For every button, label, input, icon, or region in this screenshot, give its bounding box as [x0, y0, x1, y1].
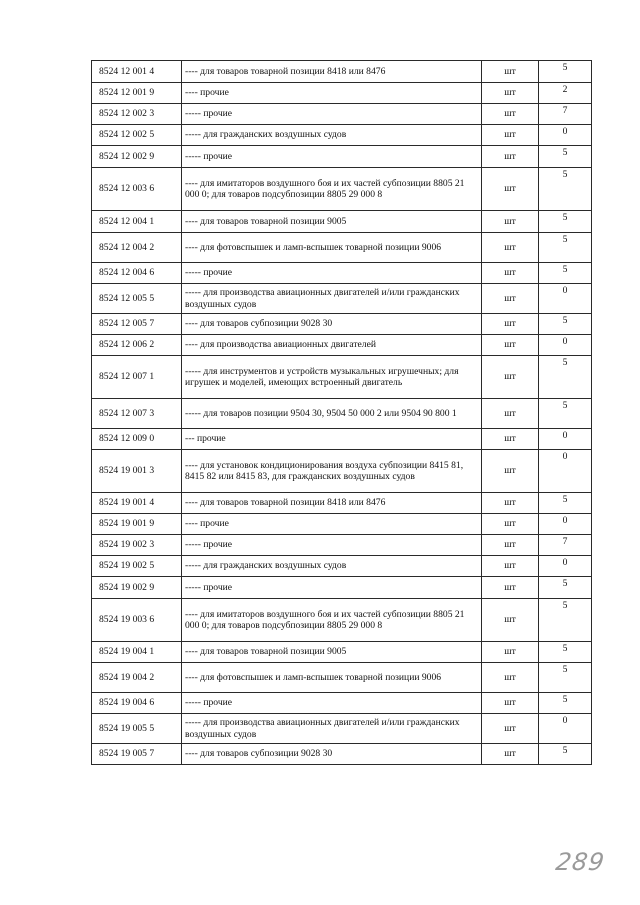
tariff-code-cell: 8524 12 007 1 [92, 356, 182, 399]
tariff-table [91, 60, 592, 765]
tariff-code-cell: 8524 12 005 5 [92, 284, 182, 314]
table-row [92, 556, 592, 577]
description-cell: ----- прочие [182, 577, 482, 599]
duty-rate-cell: 5 [539, 744, 592, 765]
tariff-code-cell: 8524 19 001 4 [92, 493, 182, 514]
description-cell: ---- для фотовспышек и ламп-вспышек товарной позиции 9006 [182, 233, 482, 263]
tariff-code-cell: 8524 12 007 3 [92, 399, 182, 429]
table-row [92, 514, 592, 535]
unit-cell: шт [482, 535, 539, 556]
description-cell: ---- прочие [182, 83, 482, 104]
duty-rate-cell: 0 [539, 429, 592, 450]
duty-rate-cell: 0 [539, 450, 592, 493]
table-row [92, 146, 592, 168]
tariff-code-cell: 8524 19 004 6 [92, 693, 182, 714]
unit-cell: шт [482, 356, 539, 399]
table-row [92, 83, 592, 104]
table-row [92, 714, 592, 744]
duty-rate-cell: 5 [539, 233, 592, 263]
table-row [92, 314, 592, 335]
unit-cell: шт [482, 663, 539, 693]
duty-rate-cell: 5 [539, 399, 592, 429]
duty-rate-cell: 5 [539, 493, 592, 514]
description-cell: ----- прочие [182, 146, 482, 168]
tariff-code-cell: 8524 19 001 9 [92, 514, 182, 535]
tariff-code-cell: 8524 12 001 9 [92, 83, 182, 104]
tariff-code-cell: 8524 19 003 6 [92, 599, 182, 642]
unit-cell: шт [482, 61, 539, 83]
unit-cell: шт [482, 514, 539, 535]
duty-rate-cell: 5 [539, 168, 592, 211]
duty-rate-cell: 5 [539, 263, 592, 284]
unit-cell: шт [482, 233, 539, 263]
tariff-code-cell: 8524 12 002 5 [92, 125, 182, 146]
description-cell: ----- прочие [182, 535, 482, 556]
tariff-code-cell: 8524 12 004 1 [92, 211, 182, 233]
duty-rate-cell: 5 [539, 693, 592, 714]
unit-cell: шт [482, 577, 539, 599]
description-cell: ---- для имитаторов воздушного боя и их частей субпозиции 8805 21 000 0; для товаров подсубпозиции 8805 29 000 8 [182, 599, 482, 642]
tariff-code-cell: 8524 12 005 7 [92, 314, 182, 335]
duty-rate-cell: 0 [539, 284, 592, 314]
description-cell: ----- для гражданских воздушных судов [182, 556, 482, 577]
description-cell: ----- для товаров позиции 9504 30, 9504 50 000 2 или 9504 90 800 1 [182, 399, 482, 429]
duty-rate-cell: 5 [539, 211, 592, 233]
table-row [92, 399, 592, 429]
table-row [92, 356, 592, 399]
description-cell: ----- для производства авиационных двигателей и/или гражданских воздушных судов [182, 714, 482, 744]
table-row [92, 125, 592, 146]
table-row [92, 284, 592, 314]
table-row [92, 233, 592, 263]
table-row [92, 104, 592, 125]
tariff-code-cell: 8524 19 004 1 [92, 642, 182, 663]
unit-cell: шт [482, 429, 539, 450]
duty-rate-cell: 0 [539, 556, 592, 577]
table-row [92, 61, 592, 83]
table-body [92, 61, 592, 765]
description-cell: ---- для установок кондиционирования воздуха субпозиции 8415 81, 8415 82 или 8415 83, для гражданских воздушных судов [182, 450, 482, 493]
description-cell: ---- для товаров товарной позиции 9005 [182, 211, 482, 233]
table-row [92, 211, 592, 233]
table-row [92, 642, 592, 663]
tariff-code-cell: 8524 12 009 0 [92, 429, 182, 450]
duty-rate-cell: 5 [539, 663, 592, 693]
description-cell: ----- прочие [182, 693, 482, 714]
duty-rate-cell: 7 [539, 104, 592, 125]
description-cell: ---- прочие [182, 514, 482, 535]
tariff-code-cell: 8524 12 002 3 [92, 104, 182, 125]
tariff-code-cell: 8524 19 004 2 [92, 663, 182, 693]
description-cell: ---- для товаров субпозиции 9028 30 [182, 314, 482, 335]
unit-cell: шт [482, 125, 539, 146]
unit-cell: шт [482, 450, 539, 493]
tariff-code-cell: 8524 19 005 5 [92, 714, 182, 744]
description-cell: ---- для производства авиационных двигателей [182, 335, 482, 356]
duty-rate-cell: 0 [539, 514, 592, 535]
duty-rate-cell: 5 [539, 642, 592, 663]
duty-rate-cell: 7 [539, 535, 592, 556]
tariff-code-cell: 8524 12 002 9 [92, 146, 182, 168]
duty-rate-cell: 0 [539, 714, 592, 744]
tariff-code-cell: 8524 19 002 5 [92, 556, 182, 577]
duty-rate-cell: 5 [539, 356, 592, 399]
unit-cell: шт [482, 211, 539, 233]
unit-cell: шт [482, 599, 539, 642]
tariff-code-cell: 8524 19 002 3 [92, 535, 182, 556]
table-row [92, 693, 592, 714]
unit-cell: шт [482, 335, 539, 356]
unit-cell: шт [482, 284, 539, 314]
description-cell: --- прочие [182, 429, 482, 450]
tariff-code-cell: 8524 19 002 9 [92, 577, 182, 599]
duty-rate-cell: 2 [539, 83, 592, 104]
table-row [92, 493, 592, 514]
description-cell: ----- для гражданских воздушных судов [182, 125, 482, 146]
table-row [92, 263, 592, 284]
description-cell: ----- для инструментов и устройств музыкальных игрушечных; для игрушек и моделей, имеющих встроенный двигатель [182, 356, 482, 399]
table-row [92, 599, 592, 642]
unit-cell: шт [482, 314, 539, 335]
description-cell: ----- прочие [182, 263, 482, 284]
unit-cell: шт [482, 104, 539, 125]
tariff-code-cell: 8524 12 003 6 [92, 168, 182, 211]
tariff-code-cell: 8524 12 004 2 [92, 233, 182, 263]
page-number: 289 [554, 848, 607, 876]
unit-cell: шт [482, 168, 539, 211]
table-row [92, 450, 592, 493]
description-cell: ---- для товаров товарной позиции 8418 или 8476 [182, 61, 482, 83]
table-row [92, 429, 592, 450]
unit-cell: шт [482, 714, 539, 744]
unit-cell: шт [482, 556, 539, 577]
description-cell: ---- для фотовспышек и ламп-вспышек товарной позиции 9006 [182, 663, 482, 693]
duty-rate-cell: 0 [539, 335, 592, 356]
unit-cell: шт [482, 83, 539, 104]
table-row [92, 168, 592, 211]
unit-cell: шт [482, 399, 539, 429]
tariff-code-cell: 8524 19 001 3 [92, 450, 182, 493]
table-row [92, 335, 592, 356]
description-cell: ---- для имитаторов воздушного боя и их частей субпозиции 8805 21 000 0; для товаров подсубпозиции 8805 29 000 8 [182, 168, 482, 211]
tariff-code-cell: 8524 19 005 7 [92, 744, 182, 765]
duty-rate-cell: 5 [539, 146, 592, 168]
table-row [92, 744, 592, 765]
description-cell: ---- для товаров товарной позиции 9005 [182, 642, 482, 663]
duty-rate-cell: 5 [539, 61, 592, 83]
tariff-code-cell: 8524 12 004 6 [92, 263, 182, 284]
duty-rate-cell: 5 [539, 577, 592, 599]
duty-rate-cell: 5 [539, 314, 592, 335]
unit-cell: шт [482, 744, 539, 765]
duty-rate-cell: 5 [539, 599, 592, 642]
description-cell: ---- для товаров субпозиции 9028 30 [182, 744, 482, 765]
unit-cell: шт [482, 642, 539, 663]
description-cell: ----- прочие [182, 104, 482, 125]
table-row [92, 663, 592, 693]
unit-cell: шт [482, 493, 539, 514]
unit-cell: шт [482, 263, 539, 284]
description-cell: ---- для товаров товарной позиции 8418 или 8476 [182, 493, 482, 514]
tariff-code-cell: 8524 12 006 2 [92, 335, 182, 356]
unit-cell: шт [482, 693, 539, 714]
tariff-code-cell: 8524 12 001 4 [92, 61, 182, 83]
table-row [92, 535, 592, 556]
description-cell: ----- для производства авиационных двигателей и/или гражданских воздушных судов [182, 284, 482, 314]
duty-rate-cell: 0 [539, 125, 592, 146]
table-row [92, 577, 592, 599]
unit-cell: шт [482, 146, 539, 168]
